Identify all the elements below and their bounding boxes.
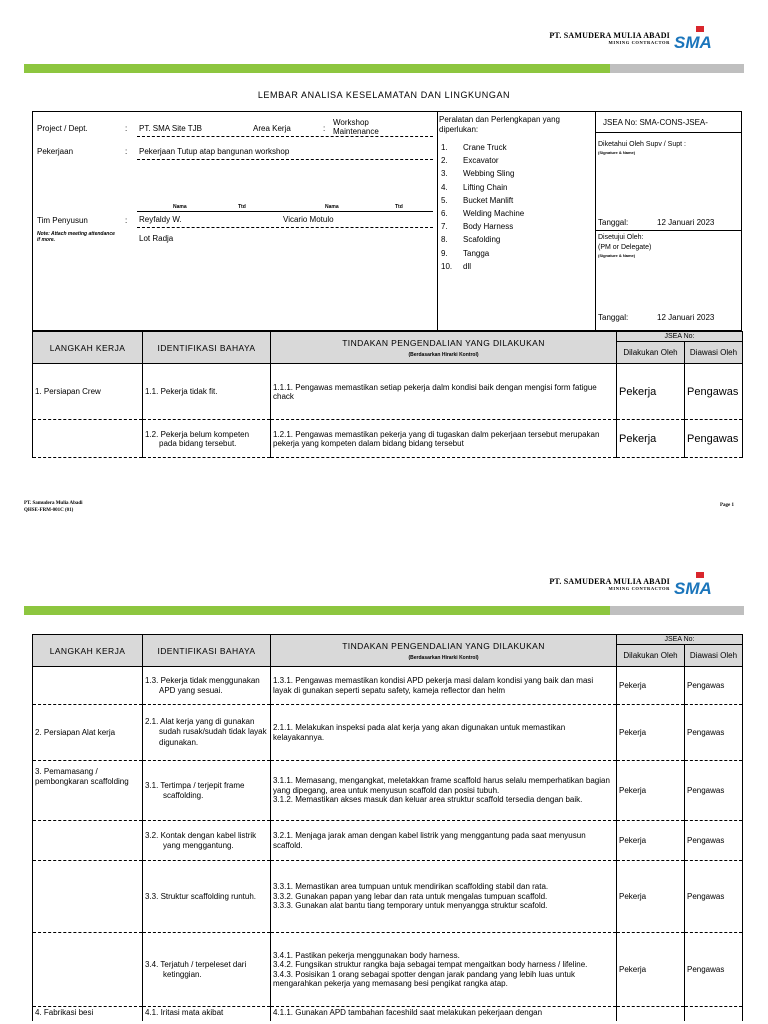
- nama-label-1: Nama: [173, 204, 187, 210]
- diawasi-cell: Pengawas: [685, 861, 743, 933]
- pm-label: (PM or Delegate): [598, 244, 652, 251]
- control-cell: 3.3.1. Memastikan area tumpuan untuk mendirikan scaffolding stabil dan rata. 3.3.2. Gunakan papan yang lebar dan rata untuk mengalas tumpuan scaffold. 3.3.3. Gunakan alat bantu tiang temporary untuk menyangga struktur scafold.: [271, 861, 617, 933]
- company-header-2: [470, 570, 712, 598]
- jsea-no-header: JSEA No:: [617, 332, 743, 342]
- nama-label-2: Nama: [325, 204, 339, 210]
- jsea-table-1: [32, 331, 743, 458]
- hazard-cell: 3.3. Struktur scaffolding runtuh.: [143, 861, 271, 933]
- table-row: [33, 861, 743, 933]
- tindakan-header: TINDAKAN PENGENDALIAN YANG DILAKUKAN (Berdasarkan Hirarki Kontrol): [271, 635, 617, 667]
- project-value: PT. SMA Site TJB: [139, 124, 202, 133]
- page-title: LEMBAR ANALISA KESELAMATAN DAN LINGKUNGAN: [257, 90, 511, 100]
- pekerjaan-underline: [137, 159, 433, 160]
- diawasi-cell: Pengawas: [685, 667, 743, 705]
- footer-page: Page 1: [720, 503, 735, 508]
- table-row: [33, 761, 743, 821]
- company-sub: MINING CONTRACTOR: [608, 586, 670, 591]
- diawasi-cell: Pengawas: [685, 364, 743, 420]
- diawasi-cell: Pengawas: [685, 821, 743, 861]
- sig-header-line: [137, 211, 433, 212]
- hazard-cell: 1.2. Pekerja belum kompeten pada bidang tersebut.: [143, 420, 271, 458]
- company-name: PT. SAMUDERA MULIA ABADI MINING CONTRACTOR: [470, 32, 670, 46]
- header-bar-green-1: [24, 64, 610, 73]
- langkah-cell: 3. Pemamasang / pembongkaran scaffolding: [33, 761, 143, 821]
- control-cell: 4.1.1. Gunakan APD tambahan faceshild saat melakukan pekerjaan dengan: [271, 1007, 617, 1021]
- area-label: Area Kerja: [253, 124, 291, 133]
- tanggal-label-1: Tanggal:: [598, 218, 629, 227]
- langkah-cell: [33, 821, 143, 861]
- equipment-item: 5. Bucket Manlift: [441, 195, 514, 205]
- langkah-cell: [33, 667, 143, 705]
- dilakukan-cell: Pekerja: [617, 705, 685, 761]
- header-bar-accent-2: [600, 606, 744, 615]
- tim-name-2: Vicario Motulo: [283, 215, 334, 224]
- note-text: Note: Attach meeting attendance if more.: [37, 231, 115, 243]
- sig-name-2: (Signature & Name): [598, 253, 636, 258]
- info-box: [32, 111, 742, 331]
- jsea-table-2: [32, 634, 743, 1021]
- control-cell: 3.4.1. Pastikan pekerja menggunakan body harness. 3.4.2. Fungsikan struktur rangka baja sebagai tempat mengaitkan body harness / lifeline. 3.4.3. Posisikan 1 orang sebagai spotter dengan jarak pandang yang lebih luas untuk mengarahkan pekerja yang memasang besi pengikat rangka atap.: [271, 933, 617, 1007]
- tindakan-header: TINDAKAN PENGENDALIAN YANG DILAKUKAN (Berdasarkan Hirarki Kontrol): [271, 332, 617, 364]
- diawasi-cell: Pengawas: [685, 420, 743, 458]
- hazard-cell: 3.2. Kontak dengan kabel listrik yang menggantung.: [143, 821, 271, 861]
- langkah-header: LANGKAH KERJA: [33, 635, 143, 667]
- identifikasi-header: IDENTIFIKASI BAHAYA: [143, 635, 271, 667]
- dilakukan-cell: Pekerja: [617, 364, 685, 420]
- control-cell: 3.1.1. Memasang, mengangkat, meletakkan frame scaffold harus selalu memperhatikan bagian yang dipegang, area untuk menyusun scaffold dan posisi tubuh. 3.1.2. Memastikan akses masuk dan keluar area struktur scaffold tersedia dengan baik.: [271, 761, 617, 821]
- pekerjaan-value: Pekerjaan Tutup atap bangunan workshop: [139, 147, 290, 156]
- tanggal-value-1: 12 Januari 2023: [657, 218, 715, 227]
- equipment-item: 7. Body Harness: [441, 222, 514, 232]
- hazard-cell: 3.1. Tertimpa / terjepit frame scaffolding.: [143, 761, 271, 821]
- equipment-section: [437, 112, 596, 330]
- dilakukan-cell: Pekerja: [617, 821, 685, 861]
- approval-divider: [595, 230, 741, 231]
- equipment-item: 10. dll: [441, 261, 472, 271]
- tanggal-label-2: Tanggal:: [598, 313, 629, 322]
- sma-logo-icon: [672, 572, 712, 598]
- control-cell: 1.1.1. Pengawas memastikan setiap pekerja dalm kondisi baik dengan mengisi form fatigue chack: [271, 364, 617, 420]
- jsea-divider: [595, 132, 741, 133]
- langkah-cell: [33, 933, 143, 1007]
- jsea-number: JSEA No: SMA-CONS-JSEA-: [603, 118, 708, 127]
- footer-company: PT. Samudera Mulia Abadi QHSE-FRM-001C (01): [24, 501, 83, 513]
- equipment-item: 2. Excavator: [441, 156, 499, 166]
- control-cell: 3.2.1. Menjaga jarak aman dengan kabel listrik yang menggantung pada saat menyusun scaffold.: [271, 821, 617, 861]
- tim-label: Tim Penyusun: [37, 216, 88, 225]
- info-left: [33, 112, 438, 330]
- identifikasi-header: IDENTIFIKASI BAHAYA: [143, 332, 271, 364]
- dilakukan-cell: Pekerja: [617, 761, 685, 821]
- control-cell: 2.1.1. Melakukan inspeksi pada alat kerja yang akan digunakan untuk memastikan kelayakannya.: [271, 705, 617, 761]
- control-cell: 1.3.1. Pengawas memastikan kondisi APD pekerja masi dalam kondisi yang baik dan masi layak di gunakan seperti sepatu safety, kameja reflector dan helm: [271, 667, 617, 705]
- svg-text:SMA: SMA: [674, 33, 712, 52]
- sma-logo-icon: [672, 26, 712, 52]
- equipment-item: 3. Webbing Sling: [441, 169, 515, 179]
- equipment-title: Peralatan dan Perlengkapan yang diperlukan:: [439, 115, 560, 134]
- dilakukan-cell: Pekerja: [617, 420, 685, 458]
- equipment-item: 1. Crane Truck: [441, 143, 507, 152]
- colon: :: [125, 216, 128, 225]
- ttd-label-1: Ttd: [238, 204, 246, 210]
- table-row: [33, 364, 743, 420]
- dilakukan-cell: [617, 1007, 685, 1021]
- company-name: PT. SAMUDERA MULIA ABADI MINING CONTRACTOR: [470, 578, 670, 592]
- diawasi-cell: Pengawas: [685, 933, 743, 1007]
- hazard-cell: 3.4. Terjatuh / terpeleset dari ketinggian.: [143, 933, 271, 1007]
- langkah-cell: 1. Persiapan Crew: [33, 364, 143, 420]
- tim-name-3: Lot Radja: [139, 234, 174, 243]
- diawasi-cell: Pengawas: [685, 705, 743, 761]
- hazard-cell: 1.1. Pekerja tidak fit.: [143, 364, 271, 420]
- hazard-cell: 1.3. Pekerja tidak menggunakan APD yang sesuai.: [143, 667, 271, 705]
- project-label: Project / Dept.: [37, 124, 88, 133]
- company-sub: MINING CONTRACTOR: [608, 40, 670, 45]
- langkah-cell: 4. Fabrikasi besi: [33, 1007, 143, 1021]
- diawasi-header: Diawasi Oleh: [685, 645, 743, 667]
- colon: :: [125, 124, 128, 133]
- colon: :: [125, 147, 128, 156]
- diawasi-cell: Pengawas: [685, 761, 743, 821]
- dilakukan-header: Dilakukan Oleh: [617, 645, 685, 667]
- disetujui-label: Disetujui Oleh:: [598, 234, 644, 241]
- table-header-row: [33, 332, 743, 342]
- header-bar-green-2: [24, 606, 610, 615]
- hazard-cell: 4.1. Iritasi mata akibat: [143, 1007, 271, 1021]
- hazard-cell: 2.1. Alat kerja yang di gunakan sudah rusak/sudah tidak layak digunakan.: [143, 705, 271, 761]
- table-row: [33, 933, 743, 1007]
- svg-text:SMA: SMA: [674, 579, 712, 598]
- diawasi-cell: [685, 1007, 743, 1021]
- langkah-header: LANGKAH KERJA: [33, 332, 143, 364]
- dilakukan-header: Dilakukan Oleh: [617, 342, 685, 364]
- dilakukan-cell: Pekerja: [617, 861, 685, 933]
- diketahui-label: Diketahui Oleh Supv / Supt :: [598, 141, 686, 148]
- area-value: Workshop Maintenance: [333, 118, 379, 136]
- jsea-no-header: JSEA No:: [617, 635, 743, 645]
- equipment-item: 8. Scafolding: [441, 235, 501, 245]
- ttd-label-2: Ttd: [395, 204, 403, 210]
- equipment-item: 6. Welding Machine: [441, 209, 525, 219]
- dilakukan-cell: Pekerja: [617, 933, 685, 1007]
- colon: :: [323, 124, 326, 133]
- langkah-cell: [33, 861, 143, 933]
- tim-underline: [137, 227, 433, 228]
- header-bar-accent-1: [600, 64, 744, 73]
- diawasi-header: Diawasi Oleh: [685, 342, 743, 364]
- tanggal-value-2: 12 Januari 2023: [657, 313, 715, 322]
- table-row: [33, 667, 743, 705]
- dilakukan-cell: Pekerja: [617, 667, 685, 705]
- table-row: [33, 821, 743, 861]
- table-row: [33, 420, 743, 458]
- equipment-item: 9. Tangga: [441, 248, 490, 258]
- company-header-1: [470, 24, 712, 52]
- sig-name-1: (Signature & Name): [598, 150, 636, 155]
- control-cell: 1.2.1. Pengawas memastikan pekerja yang di tugaskan dalm pekerjaan tersebut merupakan pekerja yang kompeten dalam bidang bidang tersebut: [271, 420, 617, 458]
- project-underline: [137, 136, 433, 137]
- table-header-row: [33, 635, 743, 645]
- approval-section: [595, 112, 741, 330]
- pekerjaan-label: Pekerjaan: [37, 147, 74, 156]
- tim-name-1: Reyfaldy W.: [139, 215, 182, 224]
- table-row-partial: [33, 1007, 743, 1021]
- equipment-list: [441, 141, 591, 273]
- langkah-cell: [33, 420, 143, 458]
- table-row: [33, 705, 743, 761]
- equipment-item: 4. Lifting Chain: [441, 182, 508, 192]
- langkah-cell: 2. Persiapan Alat kerja: [33, 705, 143, 761]
